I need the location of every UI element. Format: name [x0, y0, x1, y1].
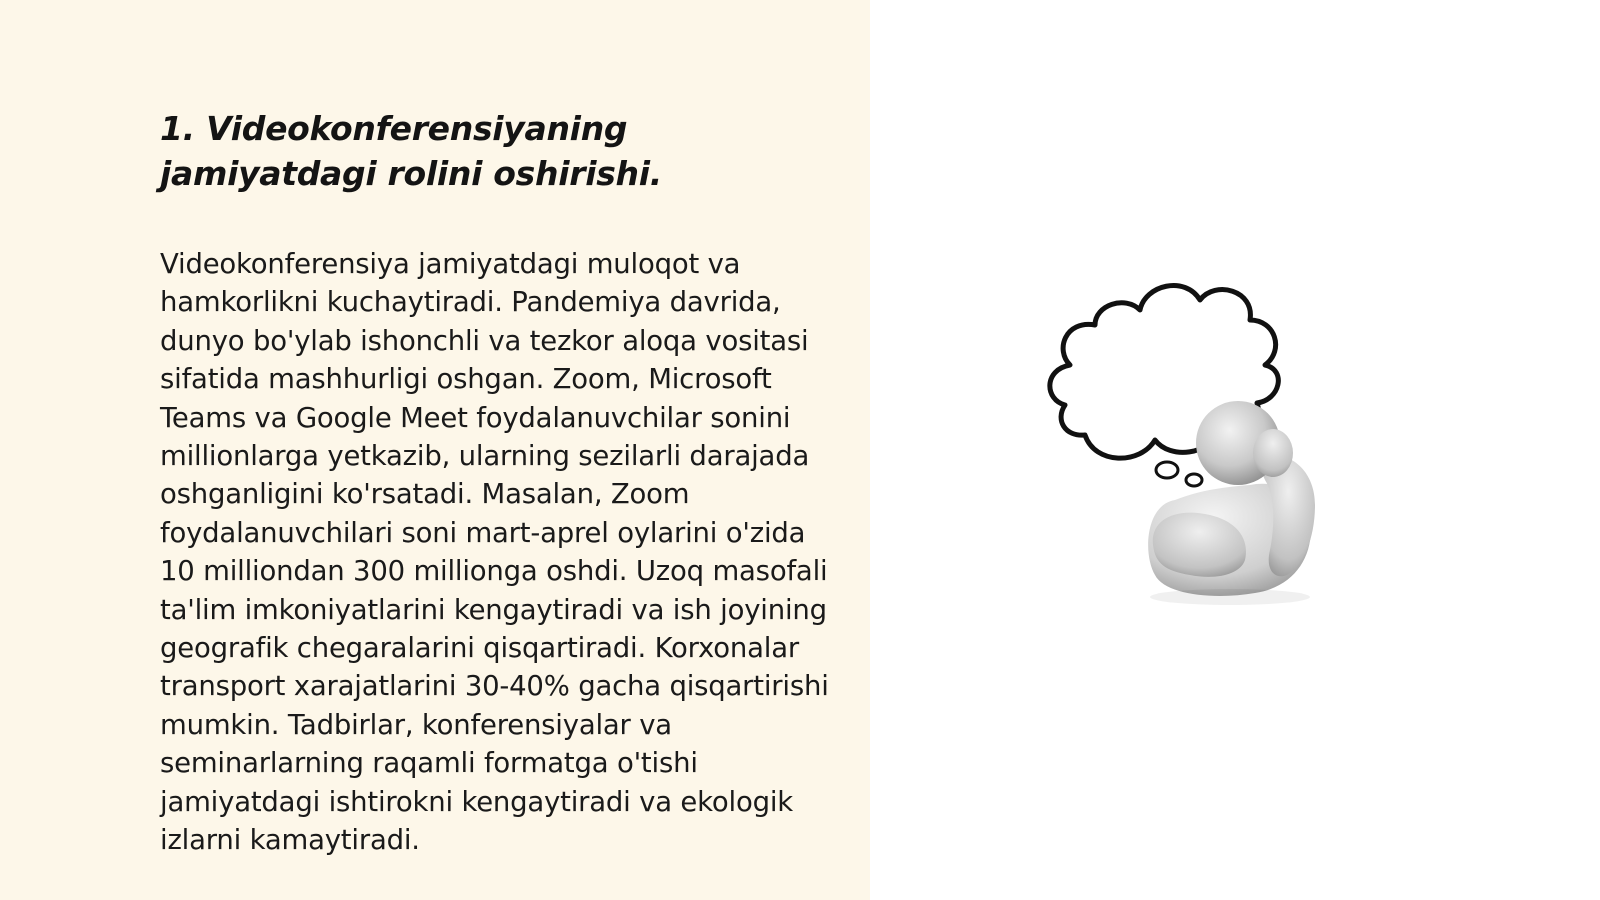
slide-body-text: Videokonferensiya jamiyatdagi muloqot va hamkorlikni kuchaytiradi. Pandemiya davrida, dunyo bo'ylab ishonchli va tezkor aloqa vositasi sifatida mashhurligi oshgan. Zoom, Microsoft Teams va Google Meet foydalanuvchilar sonini millionlarga yetkazib, ularning sezilarli darajada oshganligini ko'rsatadi. Masalan, Zoom foydalanuvchilari soni mart-aprel oylarini o'zida 10 milliondan 300 millionga oshdi. Uzoq masofali ta'lim imkoniyatlarini kengaytiradi va ish joyining geografik chegaralarini qisqartiradi. Korxonalar transport xarajatlarini 30-40% gacha qisqartirishi mumkin. Tadbirlar, konferensiyalar va seminarlarning raqamli formatga o'tishi jamiyatdagi ishtirokni kengaytiradi va ekologik izlarni kamaytiradi.	[160, 248, 829, 857]
slide-title: 1. Videokonferensiyaning jamiyatdagi rolini oshirishi.	[160, 109, 662, 193]
thinking-person-illustration	[1025, 275, 1355, 615]
